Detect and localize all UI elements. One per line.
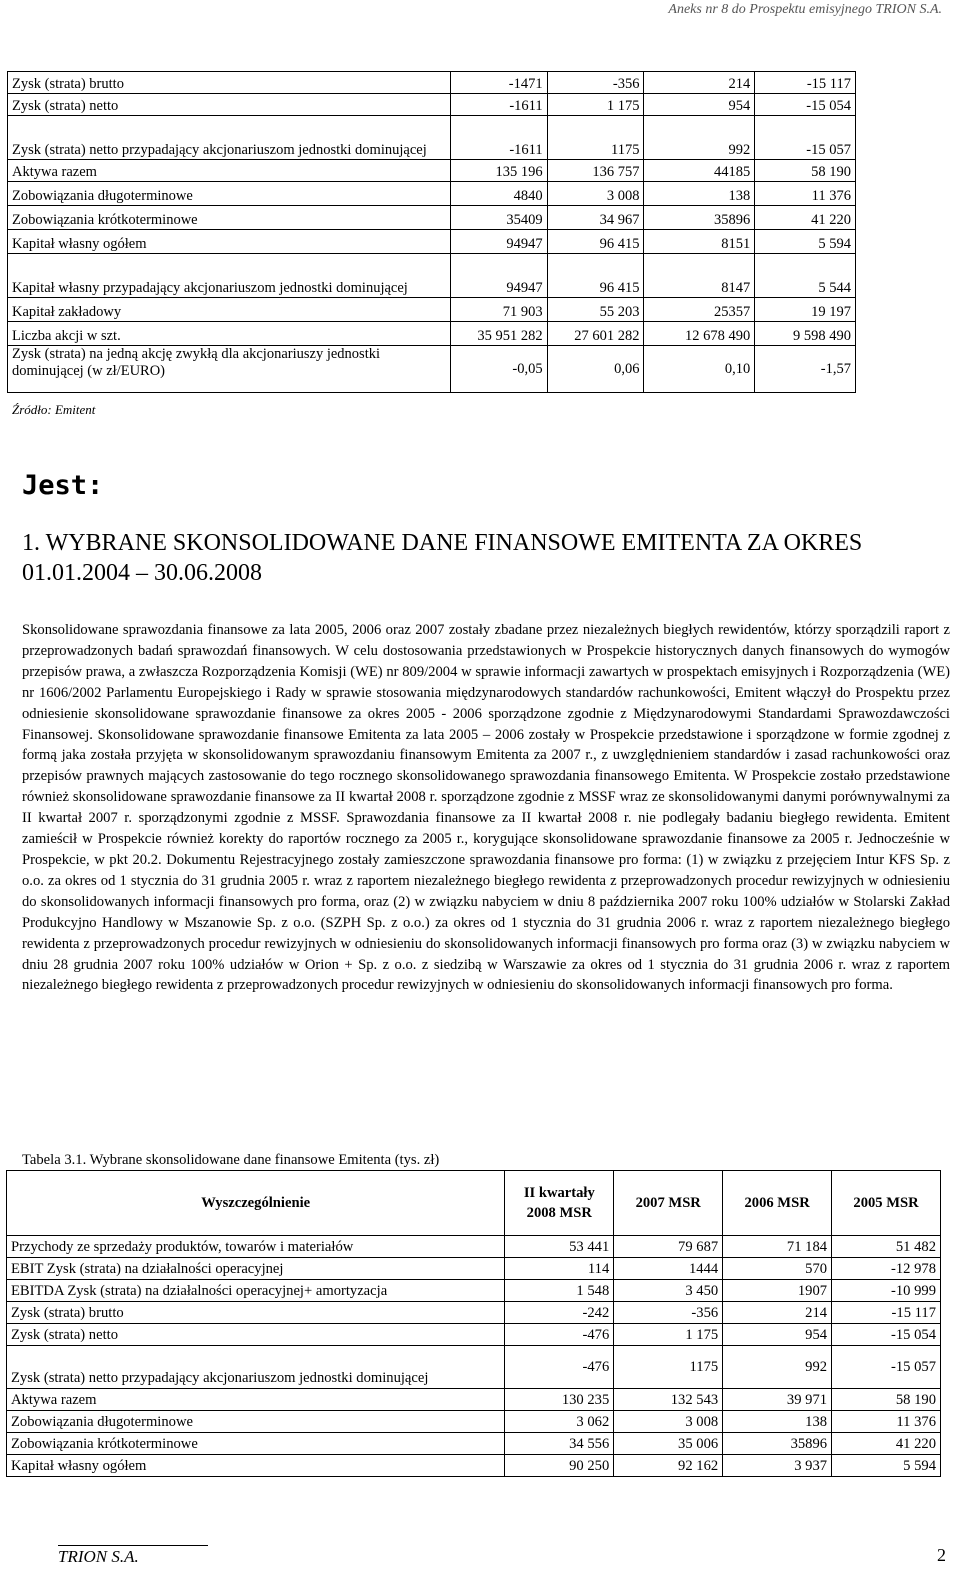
cell-value: -15 057 (832, 1346, 941, 1389)
column-header: II kwartały 2008 MSR (505, 1171, 614, 1236)
table-row (8, 160, 856, 182)
cell-value: 11 376 (755, 182, 856, 206)
table-row (7, 1324, 941, 1346)
row-label: EBITDA Zysk (strata) na działalności operacyjnej+ amortyzacja (7, 1280, 505, 1302)
cell-value: 138 (723, 1411, 832, 1433)
cell-value: -1611 (450, 94, 547, 116)
cell-value: 35 006 (614, 1433, 723, 1455)
cell-value: 35 951 282 (450, 322, 547, 346)
cell-value: 34 556 (505, 1433, 614, 1455)
cell-value: 954 (723, 1324, 832, 1346)
cell-value: 138 (644, 182, 755, 206)
page-header: Aneks nr 8 do Prospektu emisyjnego TRION S.A. (668, 2, 942, 17)
cell-value: 55 203 (547, 298, 644, 322)
body-paragraph: Skonsolidowane sprawozdania finansowe za lata 2005, 2006 oraz 2007 zostały zbadane przez niezależnych biegłych rewidentów, którzy sporządzili raport z przeprowadzonych badań sprawozdań finansowych. W celu dostosowania przedstawionych w Prospekcie historycznych danych finansowych do wymogów przepisów prawa, a zwłaszcza Rozporządzenia Komisji (WE) nr 809/2004 w sprawie informacji zawartych w prospektach emisyjnych i Rozporządzenia (WE) nr 1606/2002 Parlamentu Europejskiego i Rady w sprawie stosowania międzynarodowych standardów rachunkowości, Emitent włączył do Prospektu przez odniesienie skonsolidowane sprawozdanie finansowe za okres 2005 - 2006 sporządzone zgodnie z Międzynarodowymi Standardami Sprawozdawczości Finansowej. Skonsolidowane sprawozdanie finansowe Emitenta za lata 2005 – 2006 zostały w Prospekcie przedstawione i sporządzone w formie zgodnej z formą jaka została przyjęta w skonsolidowanym sprawozdaniu finansowym Emitenta za 2007 r., z uwzględnieniem standardów i zasad rachunkowości oraz przepisów prawnych mających zastosowanie do tego rocznego skonsolidowanego sprawozdania finansowego Emitenta. W Prospekcie zostało przedstawione również skonsolidowane sprawozdanie finansowe za II kwartał 2008 r. sporządzone zgodnie z MSSF wraz ze skonsolidowanymi danymi porównywalnymi za II kwartał 2007 r. sporządzonymi zgodnie z MSSF. Sprawozdania finansowe za II kwartał 2008 r. nie podlegały badaniu biegłego rewidenta. Emitent zamieścił w Prospekcie również korekty do raportów rocznego za 2005 r., korygujące skonsolidowane sprawozdanie finansowe za 2005 r. Jednocześnie w Prospekcie, w pkt 20.2. Dokumentu Rejestracyjnego zostały zamieszczone sprawozdania finansowe pro forma: (1) w związku z przejęciem Intur KFS Sp. z o.o. za okres od 1 stycznia do 31 grudnia 2005 r. wraz z raportem niezależnego biegłego rewidenta z przeprowadzonych procedur rewizyjnych w odniesieniu do skonsolidowanych informacji finansowych pro forma, oraz (2) w związku nabyciem w dniu 8 października 2007 roku 100% udziałów w Stolarski Zakład Produkcyjno Handlowy w Mszanowie Sp. z o.o. (SZPH Sp. z o.o.) za okres od 1 stycznia do 31 grudnia 2006 r. wraz z raportem niezależnego biegłego rewidenta z przeprowadzonych procedur rewizyjnych w odniesieniu do skonsolidowanych informacji finansowych pro forma oraz (3) w związku nabyciem w dniu 28 grudnia 2007 roku 100% udziałów w Orion + Sp. z o.o. z siedzibą w Warszawie za okres od 1 stycznia do 31 grudnia 2006 r. wraz z raportem niezależnego biegłego rewidenta z przeprowadzonych procedur rewizyjnych w odniesieniu do skonsolidowanych informacji finansowych pro forma. (22, 622, 950, 994)
cell-value: 0,06 (547, 346, 644, 393)
cell-value: -1471 (450, 72, 547, 94)
cell-value: -242 (505, 1302, 614, 1324)
cell-value: -356 (547, 72, 644, 94)
jest-label: Jest: (22, 470, 104, 501)
row-label: Kapitał zakładowy (8, 298, 451, 322)
cell-value: 1 175 (547, 94, 644, 116)
table-row (8, 72, 856, 94)
cell-value: 4840 (450, 182, 547, 206)
cell-value: 214 (723, 1302, 832, 1324)
cell-value: 94947 (450, 254, 547, 298)
cell-value: 1 175 (614, 1324, 723, 1346)
cell-value: 992 (644, 116, 755, 160)
cell-value: -12 978 (832, 1258, 941, 1280)
table-row (8, 230, 856, 254)
table-row (8, 254, 856, 298)
cell-value: 114 (505, 1258, 614, 1280)
cell-value: 954 (644, 94, 755, 116)
cell-value: 35896 (723, 1433, 832, 1455)
cell-value: 79 687 (614, 1236, 723, 1258)
row-label: Zysk (strata) netto przypadający akcjonariuszom jednostki dominującej (7, 1346, 505, 1389)
cell-value: -15 054 (832, 1324, 941, 1346)
cell-value: -476 (505, 1346, 614, 1389)
row-label: Zobowiązania krótkoterminowe (8, 206, 451, 230)
cell-value: 136 757 (547, 160, 644, 182)
cell-value: -15 117 (755, 72, 856, 94)
cell-value: 35896 (644, 206, 755, 230)
section-title: 1. WYBRANE SKONSOLIDOWANE DANE FINANSOWE EMITENTA ZA OKRES 01.01.2004 – 30.06.2008 (22, 530, 863, 586)
cell-value: 51 482 (832, 1236, 941, 1258)
cell-value: -476 (505, 1324, 614, 1346)
cell-value: 3 937 (723, 1455, 832, 1477)
cell-value: 39 971 (723, 1389, 832, 1411)
cell-value: 25357 (644, 298, 755, 322)
cell-value: 1444 (614, 1258, 723, 1280)
table-header-row (7, 1171, 941, 1236)
cell-value: 3 062 (505, 1411, 614, 1433)
cell-value: 41 220 (755, 206, 856, 230)
page-number: 2 (937, 1545, 946, 1565)
column-header: 2007 MSR (614, 1171, 723, 1236)
table-row (7, 1302, 941, 1324)
cell-value: -0,05 (450, 346, 547, 393)
selected-financial-data-table (6, 1170, 941, 1477)
cell-value: 3 450 (614, 1280, 723, 1302)
column-header: Wyszczególnienie (7, 1171, 505, 1236)
cell-value: 130 235 (505, 1389, 614, 1411)
table-row (8, 346, 856, 393)
cell-value: 90 250 (505, 1455, 614, 1477)
cell-value: -356 (614, 1302, 723, 1324)
cell-value: 19 197 (755, 298, 856, 322)
cell-value: 8151 (644, 230, 755, 254)
table-row (8, 206, 856, 230)
table-row (8, 182, 856, 206)
cell-value: 41 220 (832, 1433, 941, 1455)
table-row (7, 1236, 941, 1258)
row-label: Zysk (strata) na jedną akcję zwykłą dla akcjonariuszy jednostki dominującej (w zł/EURO) (8, 346, 451, 393)
cell-value: 44185 (644, 160, 755, 182)
cell-value: 11 376 (832, 1411, 941, 1433)
cell-value: 92 162 (614, 1455, 723, 1477)
cell-value: 9 598 490 (755, 322, 856, 346)
cell-value: 96 415 (547, 230, 644, 254)
table-row (7, 1280, 941, 1302)
table-row (8, 94, 856, 116)
cell-value: 5 594 (755, 230, 856, 254)
cell-value: -15 117 (832, 1302, 941, 1324)
cell-value: 34 967 (547, 206, 644, 230)
cell-value: 570 (723, 1258, 832, 1280)
cell-value: -15 057 (755, 116, 856, 160)
row-label: Przychody ze sprzedaży produktów, towarów i materiałów (7, 1236, 505, 1258)
cell-value: 135 196 (450, 160, 547, 182)
cell-value: 1 548 (505, 1280, 614, 1302)
top-financial-table (7, 71, 856, 393)
cell-value: 58 190 (832, 1389, 941, 1411)
cell-value: -1,57 (755, 346, 856, 393)
cell-value: 53 441 (505, 1236, 614, 1258)
table-row (7, 1389, 941, 1411)
cell-value: 214 (644, 72, 755, 94)
row-label: Zobowiązania długoterminowe (8, 182, 451, 206)
cell-value: 1175 (547, 116, 644, 160)
footer-company: TRION S.A. (58, 1547, 139, 1566)
row-label: Aktywa razem (8, 160, 451, 182)
cell-value: -10 999 (832, 1280, 941, 1302)
table-source-note: Źródło: Emitent (12, 402, 96, 417)
column-header: 2005 MSR (832, 1171, 941, 1236)
cell-value: 96 415 (547, 254, 644, 298)
table-row (7, 1258, 941, 1280)
cell-value: 35409 (450, 206, 547, 230)
table-row (7, 1433, 941, 1455)
row-label: Zobowiązania długoterminowe (7, 1411, 505, 1433)
row-label: Liczba akcji w szt. (8, 322, 451, 346)
cell-value: -1611 (450, 116, 547, 160)
cell-value: -15 054 (755, 94, 856, 116)
cell-value: 132 543 (614, 1389, 723, 1411)
table-row (7, 1346, 941, 1389)
row-label: EBIT Zysk (strata) na działalności operacyjnej (7, 1258, 505, 1280)
row-label: Aktywa razem (7, 1389, 505, 1411)
row-label: Zysk (strata) netto przypadający akcjonariuszom jednostki dominującej (8, 116, 451, 160)
table-caption: Tabela 3.1. Wybrane skonsolidowane dane finansowe Emitenta (tys. zł) (22, 1152, 440, 1168)
row-label: Zysk (strata) netto (7, 1324, 505, 1346)
cell-value: 5 544 (755, 254, 856, 298)
row-label: Zysk (strata) brutto (8, 72, 451, 94)
cell-value: 3 008 (614, 1411, 723, 1433)
cell-value: 5 594 (832, 1455, 941, 1477)
cell-value: 8147 (644, 254, 755, 298)
table-row (8, 322, 856, 346)
row-label: Zysk (strata) netto (8, 94, 451, 116)
cell-value: 1175 (614, 1346, 723, 1389)
row-label: Zobowiązania krótkoterminowe (7, 1433, 505, 1455)
cell-value: 0,10 (644, 346, 755, 393)
cell-value: 1907 (723, 1280, 832, 1302)
row-label: Kapitał własny ogółem (8, 230, 451, 254)
row-label: Kapitał własny ogółem (7, 1455, 505, 1477)
column-header: 2006 MSR (723, 1171, 832, 1236)
row-label: Kapitał własny przypadający akcjonariuszom jednostki dominującej (8, 254, 451, 298)
cell-value: 71 184 (723, 1236, 832, 1258)
table-row (8, 298, 856, 322)
cell-value: 71 903 (450, 298, 547, 322)
table-row (7, 1455, 941, 1477)
cell-value: 12 678 490 (644, 322, 755, 346)
table-row (7, 1411, 941, 1433)
footer-divider (58, 1545, 208, 1546)
cell-value: 27 601 282 (547, 322, 644, 346)
cell-value: 992 (723, 1346, 832, 1389)
cell-value: 3 008 (547, 182, 644, 206)
cell-value: 58 190 (755, 160, 856, 182)
row-label: Zysk (strata) brutto (7, 1302, 505, 1324)
cell-value: 94947 (450, 230, 547, 254)
table-row (8, 116, 856, 160)
